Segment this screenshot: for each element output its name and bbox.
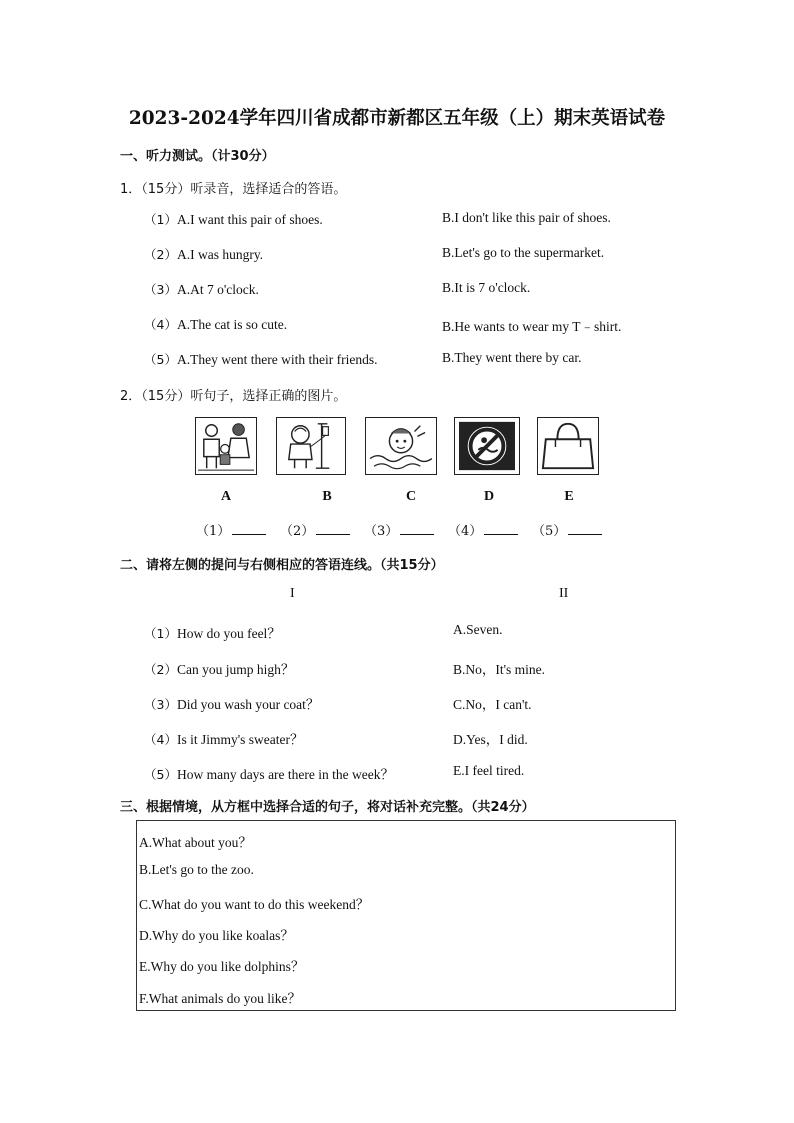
answer-blank-3[interactable]: （3） — [364, 520, 434, 539]
answer-blank-4[interactable]: （4） — [448, 520, 518, 539]
item-number: （2） — [144, 247, 177, 262]
q1-item-1 — [144, 210, 323, 228]
option-b: B.He wants to wear my T﹣shirt. — [442, 319, 622, 334]
match-question-3: （3）Did you wash your coat？ — [144, 697, 320, 712]
handbag-icon — [537, 417, 599, 475]
section1-heading: 一、听力测试。（计30分） — [120, 149, 275, 164]
q1-item-3 — [144, 280, 259, 298]
option-a: A.At 7 o'clock. — [176, 282, 259, 297]
item-number: （4） — [144, 317, 177, 332]
option-b: B.They went there by car. — [442, 350, 582, 365]
picture-label-a: A — [220, 489, 232, 504]
match-answer-c: C.No，I can't. — [453, 697, 532, 712]
family-icon — [195, 417, 257, 475]
match-answer-b: B.No，It's mine. — [453, 662, 546, 677]
option-b: B.Let's go to the supermarket. — [442, 245, 605, 260]
item-number: （1） — [144, 212, 177, 227]
option-b: B.I don't like this pair of shoes. — [442, 210, 611, 225]
picture-label-d: D — [483, 489, 495, 504]
no-swimming-sign-icon — [454, 417, 520, 475]
answer-blank-1[interactable]: （1） — [196, 520, 266, 539]
options-box — [136, 820, 676, 1011]
column-header-right: II — [559, 586, 569, 601]
q1-item-4 — [144, 315, 287, 333]
q1-item-5 — [144, 350, 378, 368]
picture-label-c: C — [405, 489, 417, 504]
option-a: A.The cat is so cute. — [176, 317, 288, 332]
match-question-1: （1）How do you feel？ — [144, 626, 281, 641]
option-a: A.I was hungry. — [176, 247, 264, 262]
q1-item-2 — [144, 245, 263, 263]
q2-prompt: 2．（15分）听句子，选择正确的图片。 — [120, 389, 347, 404]
match-answer-d: D.Yes，I did. — [453, 732, 528, 747]
option-b: B.Let's go to the zoo. — [139, 862, 254, 877]
match-answer-e: E.I feel tired. — [453, 763, 525, 778]
match-question-4: （4）Is it Jimmy's sweater？ — [144, 732, 304, 747]
sick-patient-icon — [276, 417, 346, 475]
section3-heading: 三、根据情境，从方框中选择合适的句子，将对话补充完整。（共24分） — [120, 800, 535, 815]
match-answer-a: A.Seven. — [453, 622, 503, 637]
column-header-left: I — [290, 586, 295, 601]
answer-blank-2[interactable]: （2） — [280, 520, 350, 539]
option-f: F.What animals do you like？ — [139, 991, 302, 1006]
answer-blank-5[interactable]: （5） — [532, 520, 602, 539]
option-c: C.What do you want to do this weekend？ — [139, 897, 370, 912]
section2-heading: 二、请将左侧的提问与右侧相应的答语连线。（共15分） — [120, 558, 444, 573]
swimming-child-icon — [365, 417, 437, 475]
option-b: B.It is 7 o'clock. — [442, 280, 531, 295]
item-number: （5） — [144, 352, 177, 367]
option-a: A.I want this pair of shoes. — [176, 212, 323, 227]
page-title: 2023-2024学年四川省成都市新都区五年级（上）期末英语试卷 — [128, 108, 666, 129]
option-e: E.Why do you like dolphins？ — [139, 959, 305, 974]
match-question-2: （2）Can you jump high？ — [144, 662, 295, 677]
option-a: A.What about you？ — [139, 835, 252, 850]
option-d: D.Why do you like koalas？ — [139, 928, 294, 943]
option-a: A.They went there with their friends. — [176, 352, 378, 367]
item-number: （3） — [144, 282, 177, 297]
q1-prompt: 1．（15分）听录音，选择适合的答语。 — [120, 182, 347, 197]
match-question-5: （5）How many days are there in the week？ — [144, 767, 395, 782]
picture-label-e: E — [564, 489, 574, 504]
picture-label-b: B — [322, 489, 332, 504]
